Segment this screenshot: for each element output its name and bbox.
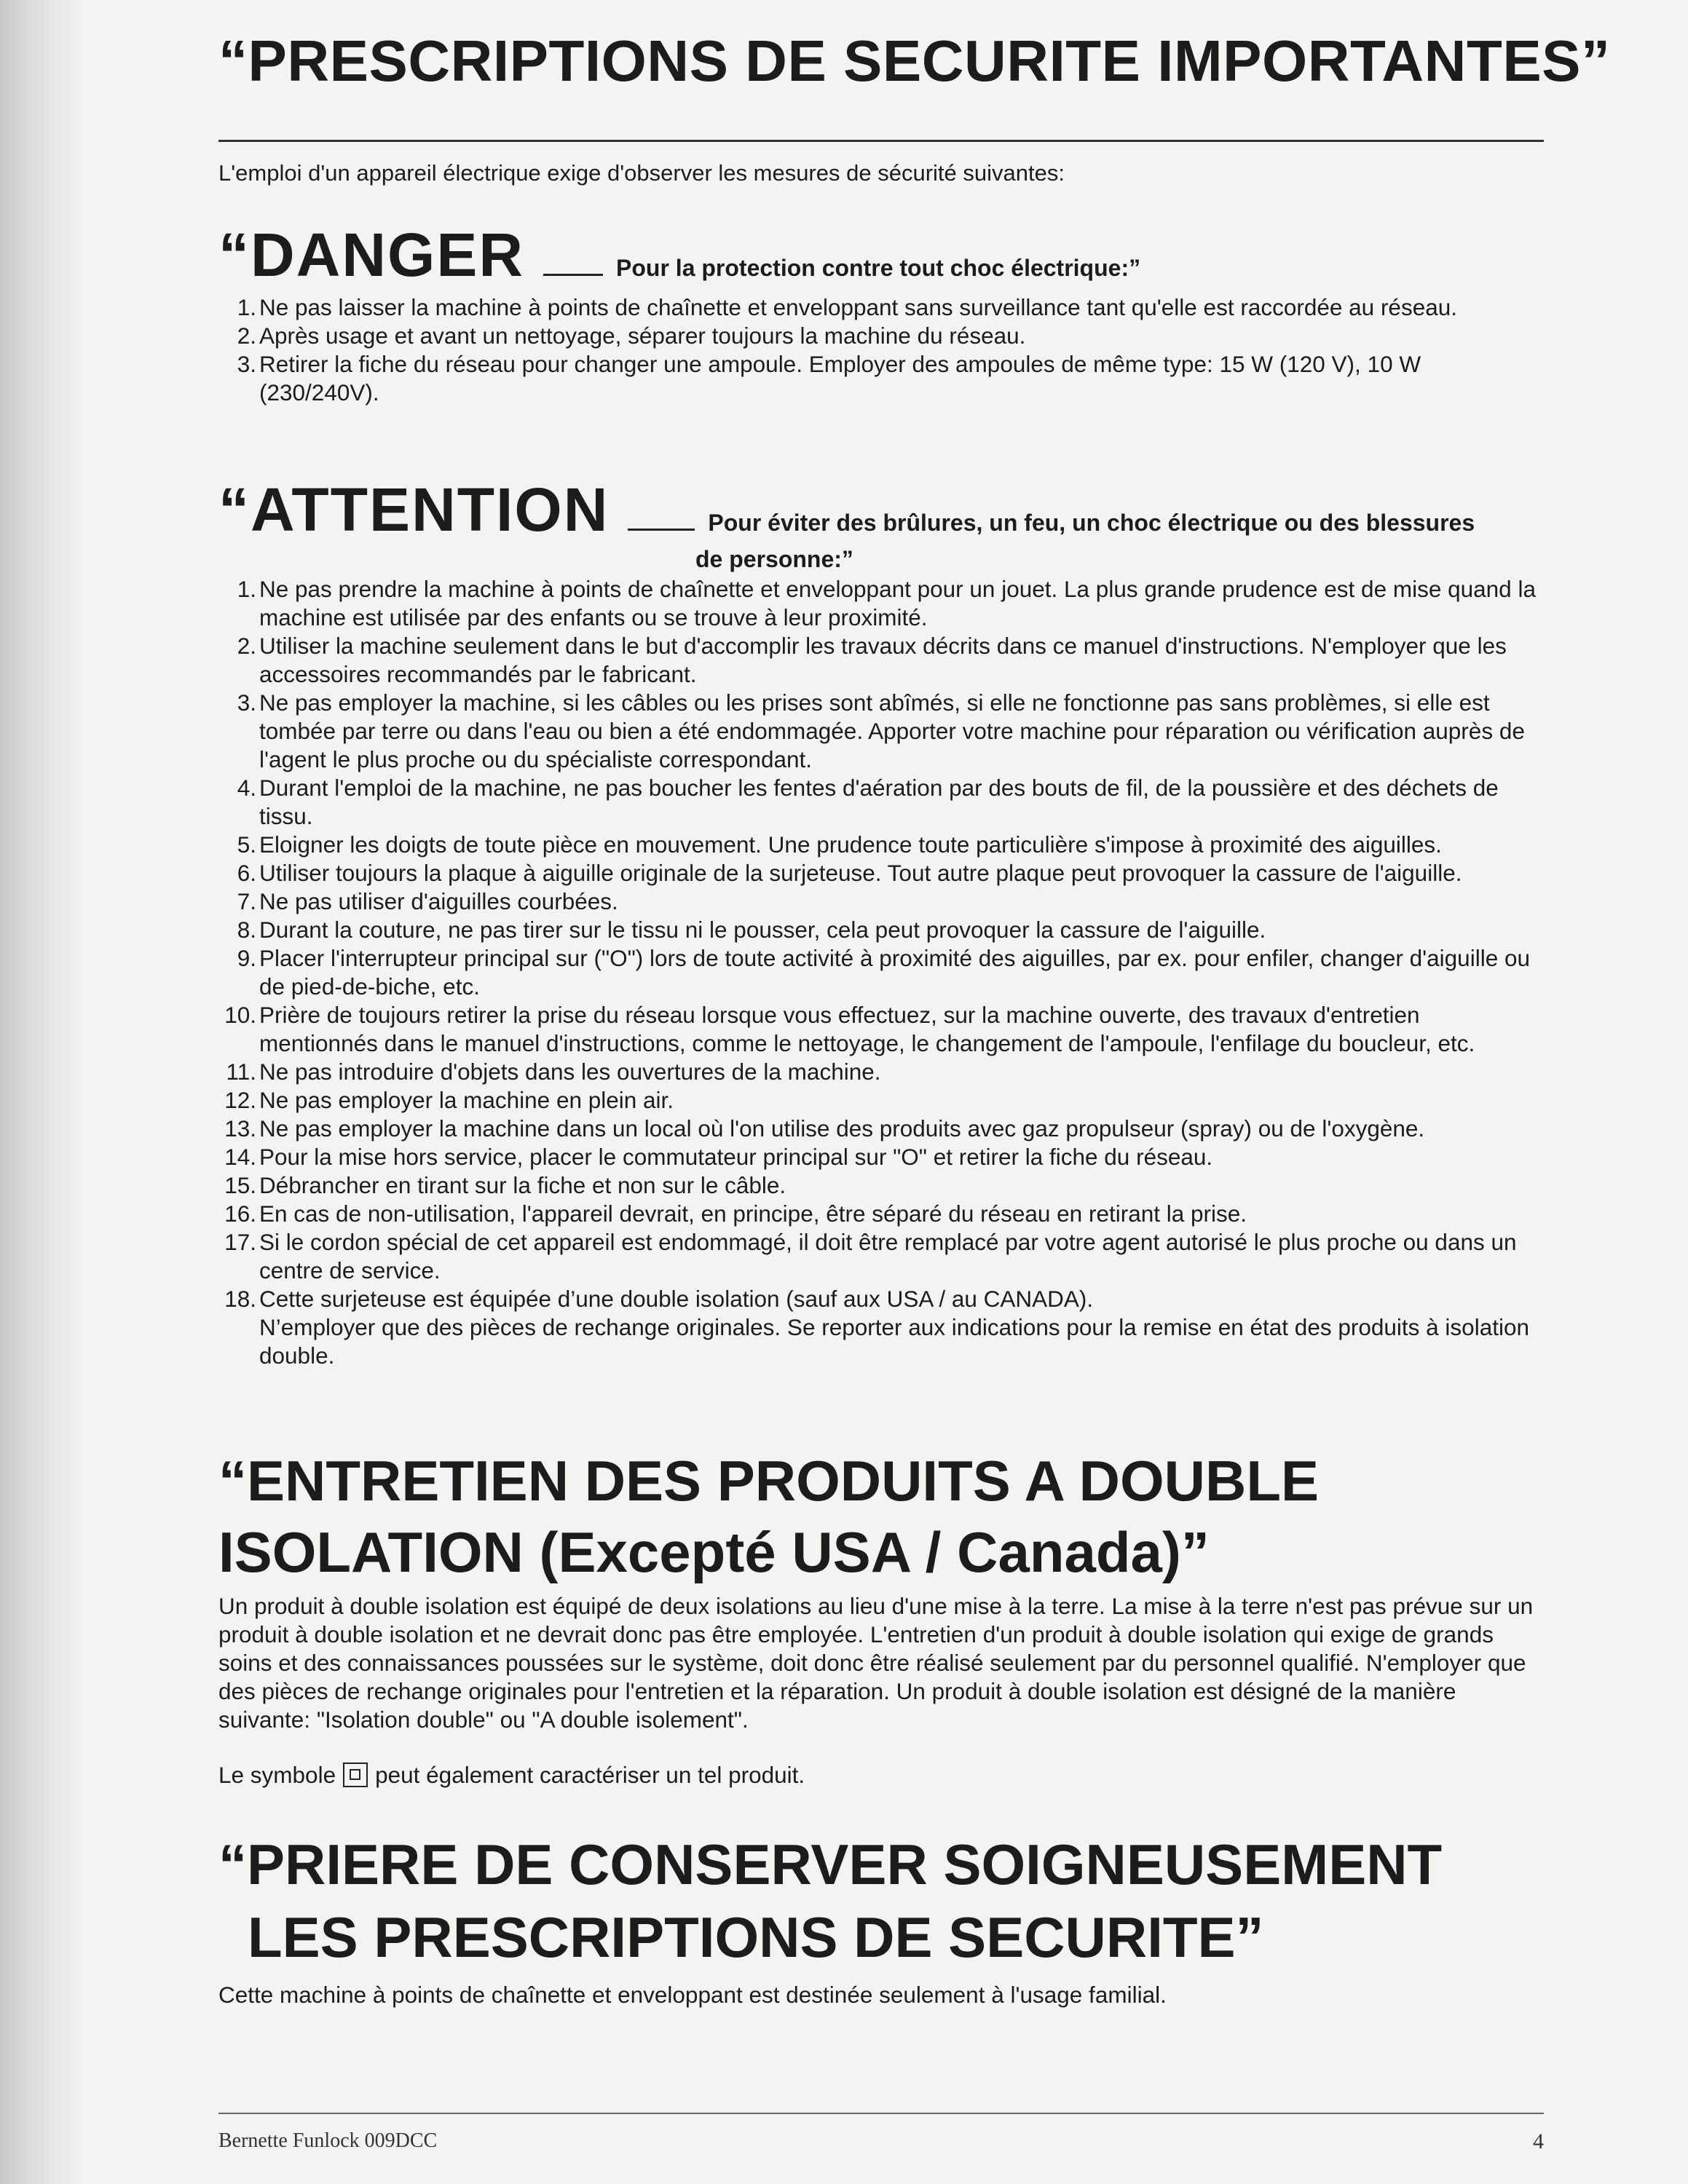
item-text: Débrancher en tirant sur la fiche et non sur le câble. bbox=[259, 1172, 786, 1198]
item-number: 5. bbox=[237, 831, 256, 858]
item-text: Prière de toujours retirer la prise du réseau lorsque vous effectuez, sur la machine ouverte, des travaux d'entretien mentionnés dans le manuel d'instructions, comme le nettoyage, le changement de l'ampoule, l'enfilage du boucleur, etc. bbox=[259, 1002, 1475, 1056]
item-number: 18. bbox=[224, 1286, 256, 1312]
item-text: Placer l'interrupteur principal sur ("O") lors de toute activité à proximité des aiguilles, par ex. pour enfiler, changer d'aiguille ou de pied-de-biche, etc. bbox=[259, 945, 1531, 1000]
item-number: 10. bbox=[224, 1002, 256, 1028]
list-item bbox=[218, 632, 1544, 689]
list-item bbox=[218, 1086, 1544, 1115]
danger-label: “DANGER bbox=[218, 221, 525, 289]
item-text-continued: N’employer que des pièces de rechange originales. Se reporter aux indications pour la remise en état des produits à isolation double. bbox=[259, 1314, 1530, 1369]
list-item bbox=[218, 350, 1544, 407]
symbol-text-after: peut également caractériser un tel produit. bbox=[375, 1762, 805, 1788]
maintenance-title-line1: “ENTRETIEN DES PRODUITS A DOUBLE bbox=[218, 1449, 1319, 1513]
item-text: Retirer la fiche du réseau pour changer une ampoule. Employer des ampoules de même type: 15 W (120 V), 10 W (230/240V). bbox=[259, 351, 1421, 405]
item-number: 12. bbox=[224, 1087, 256, 1113]
list-item bbox=[218, 1001, 1544, 1058]
list-item bbox=[218, 1058, 1544, 1086]
list-item bbox=[218, 944, 1544, 1001]
item-number: 9. bbox=[237, 945, 256, 971]
list-item bbox=[218, 774, 1544, 831]
maintenance-paragraph: Un produit à double isolation est équipé de deux isolations au lieu d'une mise à la terre. La mise à la terre n'est pas prévue sur un produit à double isolation et ne devrait donc pas être employée. L'entretien d'un produit à double isolation qui exige de grands soins et des connaissances poussées sur le système, doit donc être réalisé seulement par du personnel qualifié. N'employer que des pièces de rechange originales pour l'entretien et la réparation. Un produit à double isolation est désigné de la manière suivante: "Isolation double" ou "A double isolement". bbox=[218, 1593, 1534, 1733]
attention-label: “ATTENTION bbox=[218, 475, 610, 544]
footer-model: Bernette Funlock 009DCC bbox=[218, 2129, 438, 2152]
item-text: Ne pas laisser la machine à points de chaînette et enveloppant sans surveillance tant qu'elle est raccordée au réseau. bbox=[259, 294, 1458, 320]
item-number: 15. bbox=[224, 1172, 256, 1198]
item-text: Eloigner les doigts de toute pièce en mouvement. Une prudence toute particulière s'impose à proximité des aiguilles. bbox=[259, 831, 1442, 858]
item-number: 8. bbox=[237, 917, 256, 943]
item-text: Si le cordon spécial de cet appareil est endommagé, il doit être remplacé par votre agent autorisé le plus proche ou dans un centre de service. bbox=[259, 1229, 1517, 1283]
item-number: 2. bbox=[237, 633, 256, 659]
page-title: “PRESCRIPTIONS DE SECURITE IMPORTANTES” bbox=[218, 28, 1611, 93]
item-number: 3. bbox=[237, 351, 256, 377]
page-number: 4 bbox=[1533, 2129, 1544, 2153]
list-item bbox=[218, 293, 1544, 322]
household-use-note: Cette machine à points de chaînette et enveloppant est destinée seulement à l'usage familial. bbox=[218, 1982, 1167, 2008]
list-item bbox=[218, 1228, 1544, 1285]
danger-heading bbox=[218, 220, 1140, 290]
item-text: Durant la couture, ne pas tirer sur le tissu ni le pousser, cela peut provoquer la cassure de l'aiguille. bbox=[259, 917, 1266, 943]
danger-list bbox=[218, 293, 1544, 407]
item-number: 13. bbox=[224, 1115, 256, 1142]
item-number: 1. bbox=[237, 294, 256, 320]
item-number: 6. bbox=[237, 860, 256, 886]
list-item bbox=[218, 1115, 1544, 1143]
double-insulation-icon bbox=[343, 1762, 368, 1787]
item-number: 16. bbox=[224, 1200, 256, 1227]
list-item bbox=[218, 916, 1544, 944]
intro-text: L'emploi d'un appareil électrique exige d'observer les mesures de sécurité suivantes: bbox=[218, 160, 1065, 186]
list-item bbox=[218, 1171, 1544, 1200]
item-text: Utiliser la machine seulement dans le but d'accomplir les travaux décrits dans ce manuel d'instructions. N'employer que les accessoires recommandés par le fabricant. bbox=[259, 633, 1507, 687]
maintenance-title-line2: ISOLATION (Excepté USA / Canada)” bbox=[218, 1520, 1210, 1584]
attention-rule bbox=[628, 529, 695, 531]
list-item bbox=[218, 859, 1544, 887]
item-number: 11. bbox=[226, 1059, 256, 1085]
list-item bbox=[218, 1143, 1544, 1171]
symbol-text-before: Le symbole bbox=[218, 1762, 336, 1788]
list-item bbox=[218, 831, 1544, 859]
item-text: En cas de non-utilisation, l'appareil devrait, en principe, être séparé du réseau en retirant la prise. bbox=[259, 1200, 1247, 1227]
item-number: 2. bbox=[237, 323, 256, 349]
list-item bbox=[218, 1285, 1544, 1370]
list-item bbox=[218, 322, 1544, 350]
item-text: Ne pas employer la machine dans un local où l'on utilise des produits avec gaz propulseur (spray) ou de l'oxygène. bbox=[259, 1115, 1425, 1142]
title-rule bbox=[218, 140, 1544, 142]
danger-subtitle: Pour la protection contre tout choc électrique:” bbox=[616, 255, 1141, 281]
item-text: Ne pas utiliser d'aiguilles courbées. bbox=[259, 888, 618, 914]
item-text: Ne pas employer la machine, si les câbles ou les prises sont abîmés, si elle ne fonctionne pas sans problèmes, si elle est tombée par terre ou dans l'eau ou bien a été endommagée. Apporter votre machine pour réparation ou vérification auprès de l'agent le plus proche ou du spécialiste correspondant. bbox=[259, 689, 1525, 772]
attention-heading bbox=[218, 475, 1475, 545]
item-number: 14. bbox=[224, 1144, 256, 1170]
item-number: 1. bbox=[237, 576, 256, 602]
item-text: Durant l'emploi de la machine, ne pas boucher les fentes d'aération par des bouts de fil, de la poussière et des déchets de tissu. bbox=[259, 775, 1499, 829]
item-number: 3. bbox=[237, 689, 256, 716]
item-text: Ne pas prendre la machine à points de chaînette et enveloppant pour un jouet. La plus grande prudence est de mise quand la machine est utilisée par des enfants ou se trouve à leur proximité. bbox=[259, 576, 1536, 630]
item-number: 7. bbox=[237, 888, 256, 914]
attention-subtitle-line2: de personne:” bbox=[695, 546, 853, 572]
conserve-title-line1: “PRIERE DE CONSERVER SOIGNEUSEMENT bbox=[218, 1832, 1443, 1896]
list-item bbox=[218, 689, 1544, 774]
item-text: Pour la mise hors service, placer le commutateur principal sur "O" et retirer la fiche du réseau. bbox=[259, 1144, 1213, 1170]
item-text: Cette surjeteuse est équipée d’une double isolation (sauf aux USA / au CANADA). bbox=[259, 1286, 1094, 1312]
footer-rule bbox=[218, 2113, 1544, 2114]
item-text: Après usage et avant un nettoyage, séparer toujours la machine du réseau. bbox=[259, 323, 1026, 349]
danger-rule bbox=[543, 274, 603, 276]
item-number: 17. bbox=[224, 1229, 256, 1255]
binding-shadow bbox=[0, 0, 87, 2184]
list-item bbox=[218, 575, 1544, 632]
conserve-title-line2: LES PRESCRIPTIONS DE SECURITE” bbox=[248, 1905, 1264, 1969]
attention-subtitle-line1: Pour éviter des brûlures, un feu, un choc électrique ou des blessures bbox=[708, 510, 1475, 536]
list-item bbox=[218, 887, 1544, 916]
list-item bbox=[218, 1200, 1544, 1228]
item-text: Utiliser toujours la plaque à aiguille originale de la surjeteuse. Tout autre plaque peut provoquer la cassure de l'aiguille. bbox=[259, 860, 1462, 886]
symbol-line bbox=[218, 1762, 805, 1792]
attention-list bbox=[218, 575, 1544, 1370]
item-number: 4. bbox=[237, 775, 256, 801]
item-text: Ne pas employer la machine en plein air. bbox=[259, 1087, 674, 1113]
item-text: Ne pas introduire d'objets dans les ouvertures de la machine. bbox=[259, 1059, 881, 1085]
